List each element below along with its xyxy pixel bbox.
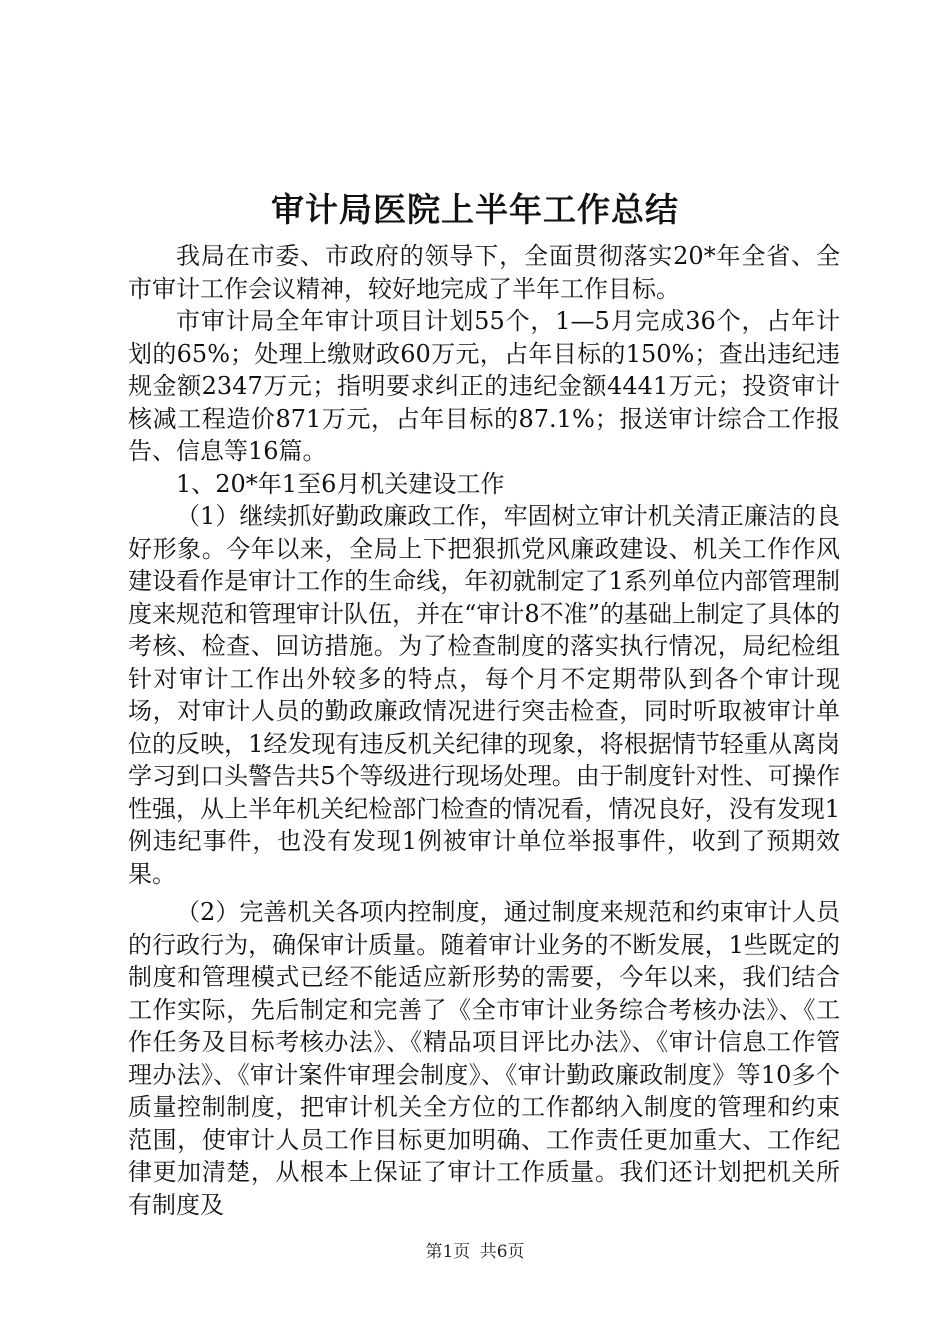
document-body	[128, 240, 840, 1221]
paragraph-item-2: （2）完善机关各项内控制度，通过制度来规范和约束审计人员的行政行为，确保审计质量。随着审计业务的不断发展，1些既定的制度和管理模式已经不能适应新形势的需要，今年以来，我们结合工作实际，先后制定和完善了《全市审计业务综合考核办法》、《工作任务及目标考核办法》、《精品项目评比办法》、《审计信息工作管理办法》、《审计案件审理会制度》、《审计勤政廉政制度》等10多个质量控制制度，把审计机关全方位的工作都纳入制度的管理和约束范围，使审计人员工作目标更加明确、工作责任更加重大、工作纪律更加清楚，从根本上保证了审计工作质量。我们还计划把机关所有制度及	[128, 898, 840, 1219]
paragraph-item-1: （1）继续抓好勤政廉政工作，牢固树立审计机关清正廉洁的良好形象。今年以来，全局上下把狠抓党风廉政建设、机关工作作风建设看作是审计工作的生命线，年初就制定了1系列单位内部管理制度来规范和管理审计队伍，并在“审计8不准”的基础上制定了具体的考核、检查、回访措施。为了检查制度的落实执行情况，局纪检组针对审计工作出外较多的特点，每个月不定期带队到各个审计现场，对审计人员的勤政廉政情况进行突击检查，同时听取被审计单位的反映，1经发现有违反机关纪律的现象，将根据情节轻重从离岗学习到口头警告共5个等级进行现场处理。由于制度针对性、可操作性强，从上半年机关纪检部门检查的情况看，情况良好，没有发现1例违纪事件，也没有发现1例被审计单位举报事件，收到了预期效果。	[128, 502, 840, 888]
page-number: 第1页	[425, 1242, 471, 1262]
document-title: 审计局医院上半年工作总结	[271, 190, 679, 229]
paragraph-intro: 我局在市委、市政府的领导下，全面贯彻落实20*年全省、全市审计工作会议精神，较好地完成了半年工作目标。	[128, 242, 840, 303]
page-footer	[0, 1240, 950, 1264]
paragraph-statistics: 市审计局全年审计项目计划55个，1—5月完成36个，占年计划的65%；处理上缴财政60万元，占年目标的150%；查出违纪违规金额2347万元；指明要求纠正的违纪金额4441万元；投资审计核减工程造价871万元，占年目标的87.1%；报送审计综合工作报告、信息等16篇。	[128, 307, 840, 465]
page-total: 共6页	[479, 1242, 525, 1262]
section-heading: 1、20*年1至6月机关建设工作	[176, 469, 505, 498]
